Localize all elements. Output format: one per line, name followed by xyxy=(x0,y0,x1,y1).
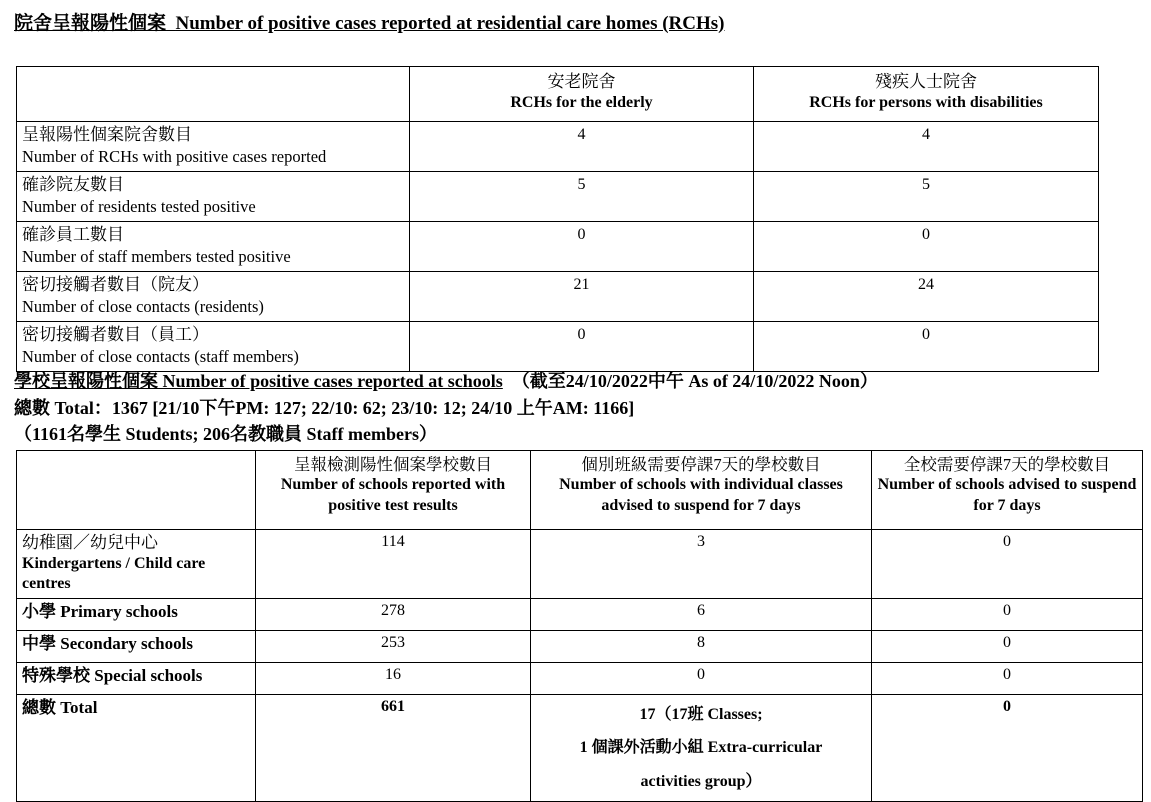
schools-value-kg-reported: 114 xyxy=(256,530,531,599)
rch-value-staff-disabilities: 0 xyxy=(754,222,1099,272)
schools-value-kg-school-suspended: 0 xyxy=(872,530,1143,599)
rch-row-label-homes-zh: 呈報陽性個案院舍數目 xyxy=(22,125,192,144)
rch-row-label-contacts-residents-zh: 密切接觸者數目（院友） xyxy=(22,275,209,294)
schools-value-primary-classes-suspended: 6 xyxy=(531,598,872,630)
rch-row-label-staff-zh: 確診員工數目 xyxy=(22,225,124,244)
rch-row-label-contacts-residents-en: Number of close contacts (residents) xyxy=(22,296,264,316)
table-row xyxy=(17,598,1143,630)
rch-row-label-residents-en: Number of residents tested positive xyxy=(22,196,256,216)
table-row xyxy=(17,122,1099,172)
rch-heading-en: Number of positive cases reported at residential care homes (RCHs) xyxy=(175,13,725,34)
table-row xyxy=(17,662,1143,694)
schools-value-primary-reported: 278 xyxy=(256,598,531,630)
schools-column-school-suspended-en: Number of schools advised to suspend for 7 days xyxy=(877,476,1137,514)
rch-value-contacts-residents-disabilities: 24 xyxy=(754,272,1099,322)
schools-as-of-label: （截至24/10/2022中午 As of 24/10/2022 Noon） xyxy=(511,371,878,391)
schools-total-line: 總數 Total：1367 [21/10下午PM: 127; 22/10: 62; 23/10: 12; 24/10 上午AM: 1166] xyxy=(14,398,635,418)
rch-value-homes-disabilities: 4 xyxy=(754,122,1099,172)
schools-value-primary-school-suspended: 0 xyxy=(872,598,1143,630)
schools-column-classes-suspended-en: Number of schools with individual classes advised to suspend for 7 days xyxy=(559,476,843,514)
rch-table-header-row xyxy=(17,67,1099,122)
schools-row-label-primary: 小學 Primary schools xyxy=(17,598,256,630)
schools-row-label-secondary: 中學 Secondary schools xyxy=(17,630,256,662)
rch-row-label-contacts-staff-en: Number of close contacts (staff members) xyxy=(22,346,299,366)
schools-column-reported-zh: 呈報檢測陽性個案學校數目 xyxy=(294,455,492,474)
schools-column-classes-suspended-zh: 個別班級需要停課7天的學校數目 xyxy=(581,455,821,474)
schools-value-special-school-suspended: 0 xyxy=(872,662,1143,694)
schools-heading-en: Number of positive cases reported at schools xyxy=(162,371,503,391)
schools-column-school-suspended xyxy=(872,451,1143,530)
rch-row-label-contacts-residents xyxy=(17,272,410,322)
table-row xyxy=(17,172,1099,222)
table-row xyxy=(17,222,1099,272)
schools-value-total-reported: 661 xyxy=(256,694,531,802)
schools-table xyxy=(16,450,1143,802)
schools-total-classes-line2: 1 個課外活動小組 Extra-curricular xyxy=(579,739,823,757)
schools-value-secondary-reported: 253 xyxy=(256,630,531,662)
rch-column-elderly xyxy=(410,67,754,122)
rch-heading-zh: 院舍呈報陽性個案 xyxy=(14,13,167,34)
rch-value-staff-elderly: 0 xyxy=(410,222,754,272)
schools-value-total-classes-suspended xyxy=(531,694,872,802)
rch-table xyxy=(16,66,1099,372)
rch-column-disabilities-en: RCHs for persons with disabilities xyxy=(809,93,1043,111)
schools-column-reported-en: Number of schools reported with positive test results xyxy=(280,476,506,514)
schools-corner-cell xyxy=(17,451,256,530)
schools-row-label-special: 特殊學校 Special schools xyxy=(17,662,256,694)
rch-column-elderly-zh: 安老院舍 xyxy=(547,72,616,91)
schools-breakdown-line: （1161名學生 Students; 206名教職員 Staff members） xyxy=(14,424,437,444)
schools-column-school-suspended-zh: 全校需要停課7天的學校數目 xyxy=(903,455,1111,474)
rch-column-elderly-en: RCHs for the elderly xyxy=(510,93,653,111)
rch-row-label-staff-en: Number of staff members tested positive xyxy=(22,246,291,266)
rch-corner-cell xyxy=(17,67,410,122)
schools-value-total-school-suspended: 0 xyxy=(872,694,1143,802)
schools-value-secondary-school-suspended: 0 xyxy=(872,630,1143,662)
table-row xyxy=(17,530,1143,599)
rch-value-residents-disabilities: 5 xyxy=(754,172,1099,222)
rch-row-label-residents-zh: 確診院友數目 xyxy=(22,175,124,194)
schools-row-label-total: 總數 Total xyxy=(17,694,256,802)
schools-value-secondary-classes-suspended: 8 xyxy=(531,630,872,662)
schools-value-special-reported: 16 xyxy=(256,662,531,694)
schools-table-header-row xyxy=(17,451,1143,530)
rch-row-label-homes-en: Number of RCHs with positive cases reported xyxy=(22,146,327,166)
rch-row-label-staff xyxy=(17,222,410,272)
rch-row-label-contacts-staff-zh: 密切接觸者數目（員工） xyxy=(22,325,209,344)
table-row xyxy=(17,630,1143,662)
rch-value-contacts-staff-elderly: 0 xyxy=(410,322,754,372)
schools-value-special-classes-suspended: 0 xyxy=(531,662,872,694)
table-row xyxy=(17,322,1099,372)
rch-row-label-residents xyxy=(17,172,410,222)
rch-value-contacts-staff-disabilities: 0 xyxy=(754,322,1099,372)
schools-row-label-kindergartens xyxy=(17,530,256,599)
schools-heading-zh: 學校呈報陽性個案 xyxy=(14,371,158,391)
schools-row-label-kindergartens-zh: 幼稚園／幼兒中心 xyxy=(22,533,158,552)
rch-value-contacts-residents-elderly: 21 xyxy=(410,272,754,322)
table-row xyxy=(17,272,1099,322)
rch-column-disabilities-zh: 殘疾人士院舍 xyxy=(875,72,977,91)
table-row-total xyxy=(17,694,1143,802)
rch-section-heading xyxy=(14,12,725,36)
rch-row-label-homes xyxy=(17,122,410,172)
schools-value-kg-classes-suspended: 3 xyxy=(531,530,872,599)
schools-total-classes-line1: 17（17班 Classes; xyxy=(639,705,763,723)
schools-column-classes-suspended xyxy=(531,451,872,530)
rch-row-label-contacts-staff xyxy=(17,322,410,372)
schools-section-heading xyxy=(14,367,878,393)
rch-value-homes-elderly: 4 xyxy=(410,122,754,172)
rch-value-residents-elderly: 5 xyxy=(410,172,754,222)
schools-total-classes-line3: activities group） xyxy=(640,772,762,790)
schools-row-label-kindergartens-en: Kindergartens / Child care centres xyxy=(22,554,206,593)
schools-column-reported xyxy=(256,451,531,530)
rch-column-disabilities xyxy=(754,67,1099,122)
